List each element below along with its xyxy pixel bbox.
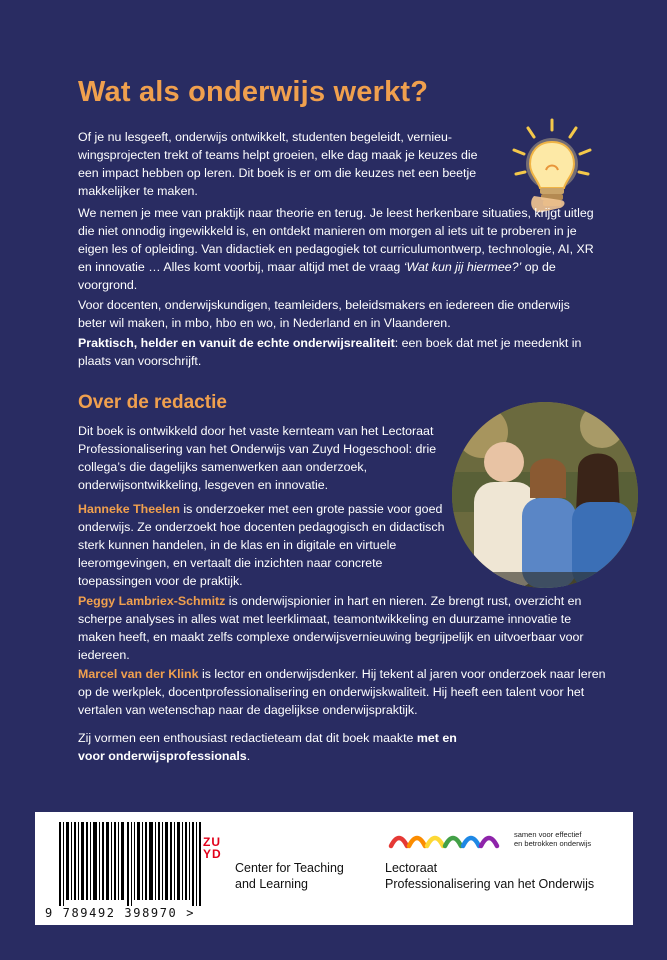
zuyd-logo-line2: YD <box>203 847 222 861</box>
publisher-panel <box>35 812 633 925</box>
lectoraat-tagline-line2: en betrokken onderwijs <box>514 839 592 848</box>
editors-closing-text: Zij vormen een enthousiast redactieteam dat dit boek maakte <box>78 731 414 745</box>
lectoraat-tagline-line1: samen voor effectief <box>514 830 582 839</box>
zuyd-logo <box>203 836 222 860</box>
editors-heading: Over de redactie <box>78 392 227 413</box>
intro-paragraph-2 <box>78 204 598 294</box>
editor-name: Marcel van der Klink <box>78 667 199 681</box>
intro-paragraph-4-rest: : een boek dat met je meedenkt in plaats van voorschrijft. <box>78 336 582 368</box>
editors-closing <box>78 729 458 765</box>
editors-intro: Dit boek is ontwikkeld door het vaste kernteam van het Lectoraat Professionalisering van het Onderwijs van Zuyd Hogeschool: drie collega’s die dagelijks samenwerken aan onderzoek, onderwijsontwikkeling, lesgeven en innovatie. <box>78 424 437 492</box>
lectoraat-name-line1: Lectoraat <box>385 861 438 875</box>
zuyd-logo-line1: ZU <box>203 835 221 849</box>
intro-paragraph-3: Voor docenten, onderwijskundigen, teamleiders, beleidsmakers en iedereen die onderwijs beter wil maken, in mbo, hbo en wo, in Nederland en in Vlaanderen. <box>78 298 570 330</box>
barcode <box>59 822 201 906</box>
isbn-number: 9 789492 398970 > <box>45 906 196 920</box>
editor-bio: is onderwijspionier in hart en nieren. Ze brengt rust, overzicht en scherpe analyses in alles wat met leerklimaat, teamontwikkeling en duurzame innovatie te maken heeft, en maakt zelfs complexe onderwijsvernieuwing begrijpelijk en uitvoerbaar voor iedereen. <box>78 594 584 662</box>
intro-paragraph-2-end: op de voorgrond. <box>78 260 556 292</box>
editor-name: Peggy Lambriex-Schmitz <box>78 594 226 608</box>
lectoraat-logo-graphic <box>387 826 507 852</box>
editor-marcel <box>78 665 606 719</box>
intro-paragraph-2-question: ‘Wat kun jij hiermee?’ <box>403 260 522 274</box>
editor-bio: is lector en onderwijsdenker. Hij tekent al jaren voor onderzoek naar leren op de werkplek, docentprofessionalisering en onderwijskwaliteit. Hij heeft een talent voor het vertalen van wetenschap naar de dagelijkse onderwijspraktijk. <box>78 667 606 717</box>
page-title: Wat als onderwijs werkt? <box>78 76 429 108</box>
lectoraat-name <box>385 860 594 892</box>
center-label-line1: Center for Teaching <box>235 861 344 875</box>
editor-hanneke <box>78 500 450 590</box>
editors-closing-bold: met en voor onderwijsprofessionals <box>78 731 457 763</box>
intro-paragraph-1: Of je nu lesgeeft, onderwijs ontwikkelt, studenten begeleidt, vernieu-wingsprojecten trekt of teams helpt groeien, elke dag maak je keuzes die een impact hebben op leren. Dit boek is er om die keuzes net een beetje makkelijker te maken. <box>78 130 478 198</box>
editors-photo <box>452 402 638 588</box>
center-label-line2: and Learning <box>235 877 308 891</box>
intro-paragraph-2-text: We nemen je mee van praktijk naar theorie en terug. Je leest herkenbare situaties, krijgt uitleg die niet onnodig ingewikkeld is, en ontdekt manieren om morgen al iets uit te proberen in je eigen les of opleiding. Van didactiek en pedagogiek tot curriculumontwerp, technologie, AI, XR en innovatie … Alles komt voorbij, maar altijd met de vraag <box>78 206 594 274</box>
intro-paragraph-4-bold: Praktisch, helder en vanuit de echte onderwijsrealiteit <box>78 336 395 350</box>
editors-closing-end: . <box>246 749 251 763</box>
editor-name: Hanneke Theelen <box>78 502 180 516</box>
lectoraat-tagline <box>514 830 591 848</box>
lectoraat-name-line2: Professionalisering van het Onderwijs <box>385 877 595 891</box>
center-for-teaching-label <box>235 860 344 892</box>
intro-paragraph-4 <box>78 334 598 370</box>
editor-bio: is onderzoeker met een grote passie voor goed onderwijs. Ze onderzoekt hoe docenten pedagogisch en didactisch sterk kunnen handelen, in de klas en in digitale en virtuele leeromgevingen, en vertaalt die inzichten naar concrete toepassingen voor de praktijk. <box>78 502 445 588</box>
editor-peggy <box>78 592 606 664</box>
